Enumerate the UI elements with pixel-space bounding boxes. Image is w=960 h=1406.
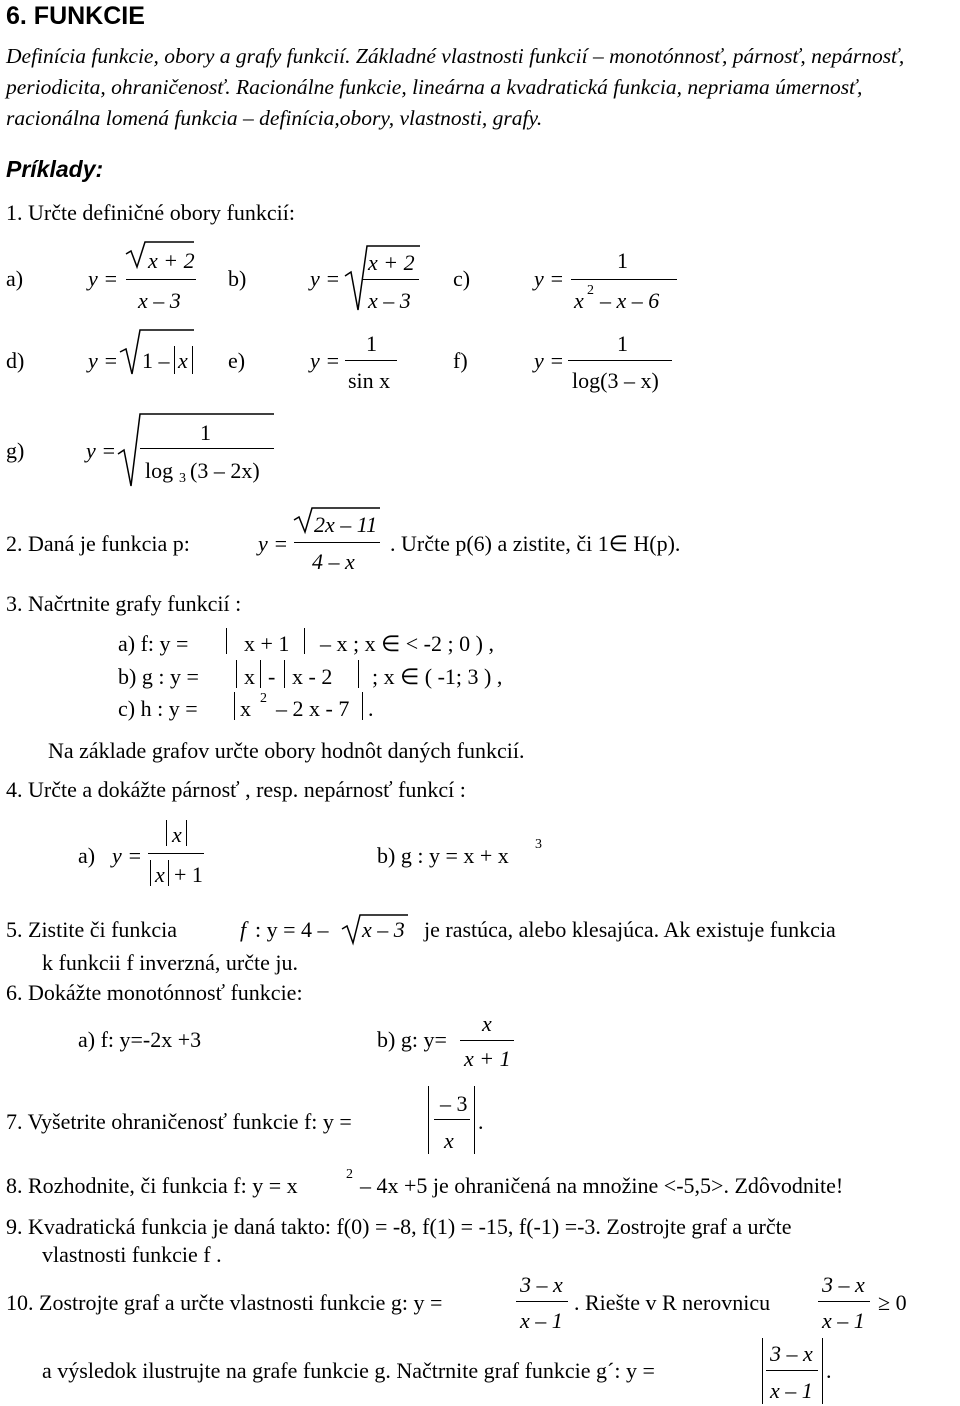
ex5-post: je rastúca, alebo klesajúca. Ak existuje funkcia	[424, 917, 836, 942]
ex1e-numerator: 1	[366, 331, 377, 356]
ex4a-num-abs-right	[186, 820, 187, 846]
ex1g-numerator: 1	[200, 420, 211, 445]
ex10-numerator: 3 – x	[520, 1272, 563, 1297]
ex3b-pre: b) g : y =	[118, 664, 199, 689]
ex10-abs-right	[822, 1338, 823, 1404]
ex3b-x: x	[244, 664, 255, 689]
exercise-4-text: 4. Určte a dokážte párnosť , resp. nepárnosť funkcí :	[6, 777, 466, 802]
ex1c-numerator: 1	[617, 248, 628, 273]
ex10-post: .	[826, 1358, 832, 1383]
ex1-label-d: d)	[6, 348, 25, 373]
ex2-denominator: 4 – x	[312, 549, 355, 574]
ex3-note: Na základe grafov určte obory hodnôt daných funkcií.	[48, 738, 525, 763]
ex1d-one-minus: 1 –	[142, 348, 170, 373]
ex1g-log: log	[145, 458, 174, 483]
ex1a-y: y =	[88, 266, 119, 291]
ex1-label-a: a)	[6, 266, 24, 291]
ex1d-y: y =	[88, 348, 119, 373]
ex4a-den-abs-right	[168, 860, 169, 886]
ex10-ineq-denominator: x – 1	[822, 1308, 865, 1333]
ex1c-den-x: x	[574, 288, 584, 313]
ex4b-exponent: 3	[535, 837, 542, 852]
ex2-y: y =	[258, 531, 289, 556]
ex3c-abs-right	[362, 692, 363, 720]
ex3c-post: .	[368, 696, 374, 721]
intro-paragraph: Definícia funkcie, obory a grafy funkcií. Základné vlastnosti funkcií – monotónnosť, párnosť, nepárnosť, periodicita, ohraničenosť. Racionálne funkcie, lineárna a kvadratická funkcia, nepriama úmernosť, racionálna lomená funkcia – definícia,obory, vlastnosti, grafy.	[6, 44, 905, 130]
ex3c-pre: c) h : y =	[118, 696, 198, 721]
ex4a-fraction-bar	[148, 853, 204, 854]
ex10-abs-fraction-bar	[766, 1370, 818, 1371]
ex6b-denominator: x + 1	[464, 1046, 511, 1071]
ex8-exponent: 2	[346, 1167, 353, 1182]
ex1b-numerator: x + 2	[368, 250, 415, 275]
exercise-5-pre: 5. Zistite či funkcia	[6, 917, 178, 942]
ex4a-numerator: x	[172, 822, 182, 847]
ex3b-outer-abs-right	[358, 660, 359, 688]
ex7-numerator: – 3	[440, 1091, 468, 1116]
ex4a-y: y =	[112, 843, 143, 868]
ex1a-fraction-bar	[126, 279, 196, 280]
ex10-fraction-bar	[516, 1301, 568, 1302]
ex1a-numerator: x + 2	[148, 248, 195, 273]
exercise-2-post: . Určte p(6) a zistite, či 1∈ H(p).	[390, 531, 681, 556]
ex1g-fraction-bar	[140, 448, 274, 449]
ex3b-post: ; x ∈ ( -1; 3 ) ,	[372, 664, 503, 689]
ex3c-x: x	[240, 696, 251, 721]
ex1d-abs-left	[174, 346, 175, 374]
ex3b-abs2-left	[284, 660, 285, 688]
exercise-1-text: 1. Určte definičné obory funkcií:	[6, 200, 295, 225]
ex1c-y: y =	[534, 266, 565, 291]
ex1-label-c: c)	[453, 266, 471, 291]
exercise-2-pre: 2. Daná je funkcia p:	[6, 531, 190, 556]
ex6-b-pre: b) g: y=	[377, 1027, 447, 1052]
ex1e-denominator: sin x	[348, 368, 391, 393]
exercise-10-pre: 10. Zostrojte graf a určte vlastnosti funkcie g: y =	[6, 1290, 443, 1315]
ex3b-outer-abs-left	[236, 660, 237, 688]
ex10-denominator: x – 1	[520, 1308, 563, 1333]
ex1g-y: y =	[86, 438, 117, 463]
ex3a-inner: x + 1	[244, 631, 290, 656]
ex3c-rest: – 2 x - 7	[276, 696, 350, 721]
ex1f-numerator: 1	[617, 331, 628, 356]
ex1f-y: y =	[534, 348, 565, 373]
ex6b-numerator: x	[482, 1011, 492, 1036]
ex6b-fraction-bar	[460, 1040, 514, 1041]
ex1-label-b: b)	[228, 266, 247, 291]
ex3a-abs-right	[304, 628, 305, 654]
ex10-ineq-fraction-bar	[818, 1301, 870, 1302]
ex7-fraction-bar	[434, 1119, 470, 1120]
ex7-post: .	[478, 1109, 484, 1134]
ex10-abs-numerator: 3 – x	[770, 1341, 813, 1366]
ex4a-den-abs-left	[150, 860, 151, 886]
ex1c-den-exponent: 2	[587, 283, 594, 298]
ex10-relation: ≥ 0	[878, 1290, 907, 1315]
ex3a-pre: a) f: y =	[118, 631, 189, 656]
ex1f-denominator: log(3 – x)	[572, 368, 659, 393]
ex6-a: a) f: y=-2x +3	[78, 1027, 202, 1052]
exercise-7-pre: 7. Vyšetrite ohraničenosť funkcie f: y =	[6, 1109, 352, 1134]
exercise-8-pre: 8. Rozhodnite, či funkcia f: y = x	[6, 1173, 298, 1198]
exercise-9-line2: vlastnosti funkcie f .	[42, 1242, 222, 1267]
ex1-label-e: e)	[228, 348, 246, 373]
ex5-line2: k funkcii f inverzná, určte ju.	[42, 950, 298, 975]
ex7-denominator: x	[444, 1128, 454, 1153]
exercise-6-text: 6. Dokážte monotónnosť funkcie:	[6, 980, 303, 1005]
ex1e-fraction-bar	[345, 360, 397, 361]
ex10-abs-left	[762, 1338, 763, 1404]
ex1d-abs-right	[192, 346, 193, 374]
ex4-label-b: b) g : y = x + x	[377, 843, 509, 868]
ex5-f: f	[240, 917, 247, 942]
ex10-abs-denominator: x – 1	[770, 1378, 813, 1403]
ex1d-x: x	[178, 348, 188, 373]
ex1b-y: y =	[310, 266, 341, 291]
ex1-label-g: g)	[6, 438, 25, 463]
ex4-label-a: a)	[78, 843, 96, 868]
ex10-ineq-numerator: 3 – x	[822, 1272, 865, 1297]
exercise-9-line1: 9. Kvadratická funkcia je daná takto: f(0) = -8, f(1) = -15, f(-1) =-3. Zostrojte graf a určte	[6, 1214, 792, 1239]
ex1g-argument: (3 – 2x)	[190, 458, 260, 483]
ex3a-abs-left	[226, 628, 227, 654]
ex5-mid: : y = 4 –	[255, 917, 329, 942]
ex8-post: – 4x +5 je ohraničená na množine <-5,5>. Zdôvodnite!	[360, 1173, 844, 1198]
ex10-mid: . Riešte v R nerovnicu	[574, 1290, 771, 1315]
ex4a-num-abs-left	[166, 820, 167, 846]
ex4a-den-rest: + 1	[174, 862, 203, 887]
ex2-numerator: 2x – 11	[314, 512, 378, 537]
ex1g-log-base: 3	[179, 471, 186, 486]
ex2-fraction-bar	[294, 542, 380, 543]
ex4a-den-x: x	[155, 862, 165, 887]
ex1f-fraction-bar	[568, 360, 672, 361]
ex3b-abs1-right	[260, 660, 261, 688]
examples-heading: Príklady:	[6, 156, 104, 182]
ex1c-den-rest: – x – 6	[600, 288, 660, 313]
exercise-3-text: 3. Načrtnite grafy funkcií :	[6, 591, 242, 616]
page-title: 6. FUNKCIE	[6, 2, 145, 30]
ex3a-post: – x ; x ∈ < -2 ; 0 ) ,	[320, 631, 494, 656]
ex1a-denominator: x – 3	[138, 288, 181, 313]
ex10-line2: a výsledok ilustrujte na grafe funkcie g. Načtrnite graf funkcie g´: y =	[42, 1358, 655, 1383]
ex3b-minus: -	[268, 664, 276, 689]
ex3c-abs-left	[234, 692, 235, 720]
ex1b-fraction-bar	[363, 279, 419, 280]
ex1-label-f: f)	[453, 348, 468, 373]
ex1e-y: y =	[310, 348, 341, 373]
ex1c-fraction-bar	[571, 279, 677, 280]
ex3b-inner2: x - 2	[292, 664, 333, 689]
ex5-radicand: x – 3	[362, 917, 405, 942]
ex7-abs-left	[428, 1086, 429, 1154]
ex1b-denominator: x – 3	[368, 288, 411, 313]
ex7-abs-right	[474, 1086, 475, 1154]
ex3c-exponent: 2	[260, 691, 267, 706]
